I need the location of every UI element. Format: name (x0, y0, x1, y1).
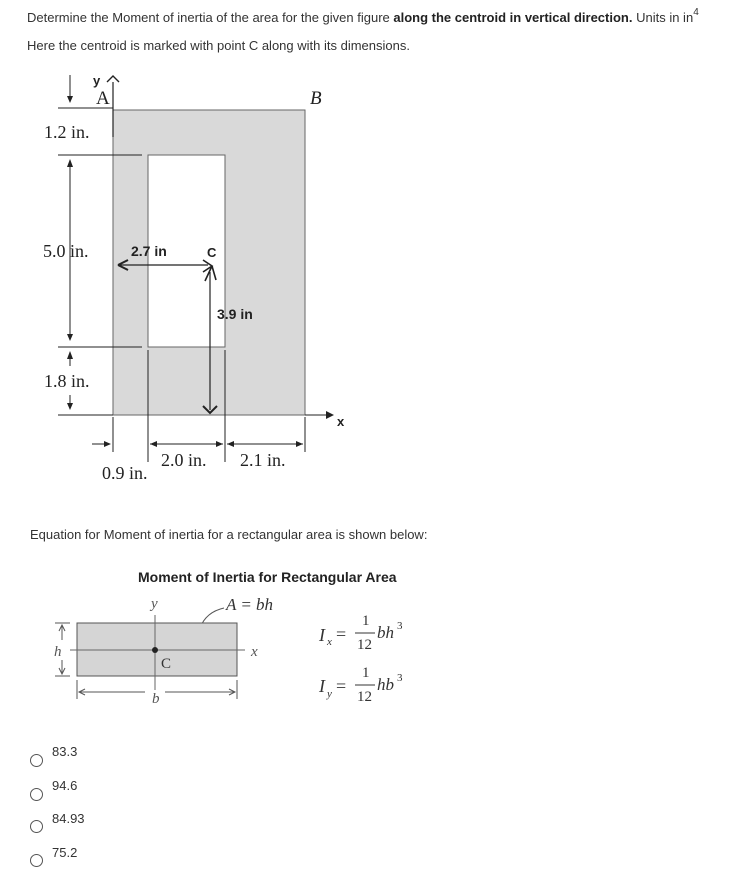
option-label: 84.93 (52, 811, 85, 826)
question-part2: Units in in (632, 10, 694, 25)
iy-equals: = (336, 676, 347, 696)
iy-exp: 3 (397, 672, 403, 684)
radio-button[interactable] (30, 854, 43, 867)
radio-button[interactable] (30, 788, 43, 801)
dim-39-label: 3.9 in (217, 306, 253, 322)
label-b: B (310, 88, 322, 109)
rect-area-eq: A = bh (226, 595, 274, 614)
iy-sub: y (327, 688, 332, 700)
dim-21-label: 2.1 in. (240, 450, 286, 470)
dim-20-label: 2.0 in. (161, 450, 207, 470)
radio-button[interactable] (30, 820, 43, 833)
iy-num: 1 (362, 665, 370, 681)
radio-button[interactable] (30, 754, 43, 767)
equation-intro: Equation for Moment of inertia for a rectangular area is shown below: (30, 527, 428, 542)
ix-rhs: bh (377, 623, 394, 642)
label-c: C (207, 245, 217, 260)
label-x: x (337, 414, 345, 429)
ix-equals: = (336, 624, 347, 644)
answer-option[interactable] (30, 845, 150, 867)
question-part1: Determine the Moment of inertia of the area for the given figure (27, 10, 394, 25)
ix-lhs: I (319, 625, 325, 645)
answer-option[interactable] (30, 744, 150, 766)
option-label: 75.2 (52, 845, 78, 860)
ix-exp: 3 (397, 620, 403, 632)
answer-option[interactable] (30, 778, 150, 800)
dim-top-label: 1.2 in. (44, 122, 90, 142)
question-bold: along the centroid in vertical direction. (393, 10, 633, 25)
ix-num: 1 (362, 613, 370, 629)
option-label: 94.6 (52, 778, 78, 793)
rect-x-label: x (251, 644, 258, 660)
rect-b-label: b (152, 691, 160, 707)
iy-den: 12 (357, 689, 372, 705)
rect-y-label: y (151, 596, 158, 612)
question-line2: Here the centroid is marked with point C along with its dimensions. (27, 38, 410, 53)
option-label: 83.3 (52, 744, 78, 759)
label-y: y (93, 73, 101, 88)
answer-option[interactable] (30, 811, 150, 833)
dim-09-label: 0.9 in. (102, 463, 148, 483)
rect-title: Moment of Inertia for Rectangular Area (138, 569, 397, 585)
ix-den: 12 (357, 637, 372, 653)
iy-lhs: I (319, 676, 325, 696)
dim-27-label: 2.7 in (131, 243, 167, 259)
rect-h-label: h (54, 644, 62, 660)
iy-rhs: hb (377, 675, 394, 694)
label-a: A (96, 88, 110, 109)
dim-mid-label: 5.0 in. (43, 241, 89, 261)
ix-sub: x (327, 636, 332, 648)
units-exponent: 4 (693, 7, 699, 18)
dim-bot-label: 1.8 in. (44, 371, 90, 391)
rect-c-label: C (161, 656, 172, 672)
rect-centroid-dot (152, 647, 158, 653)
